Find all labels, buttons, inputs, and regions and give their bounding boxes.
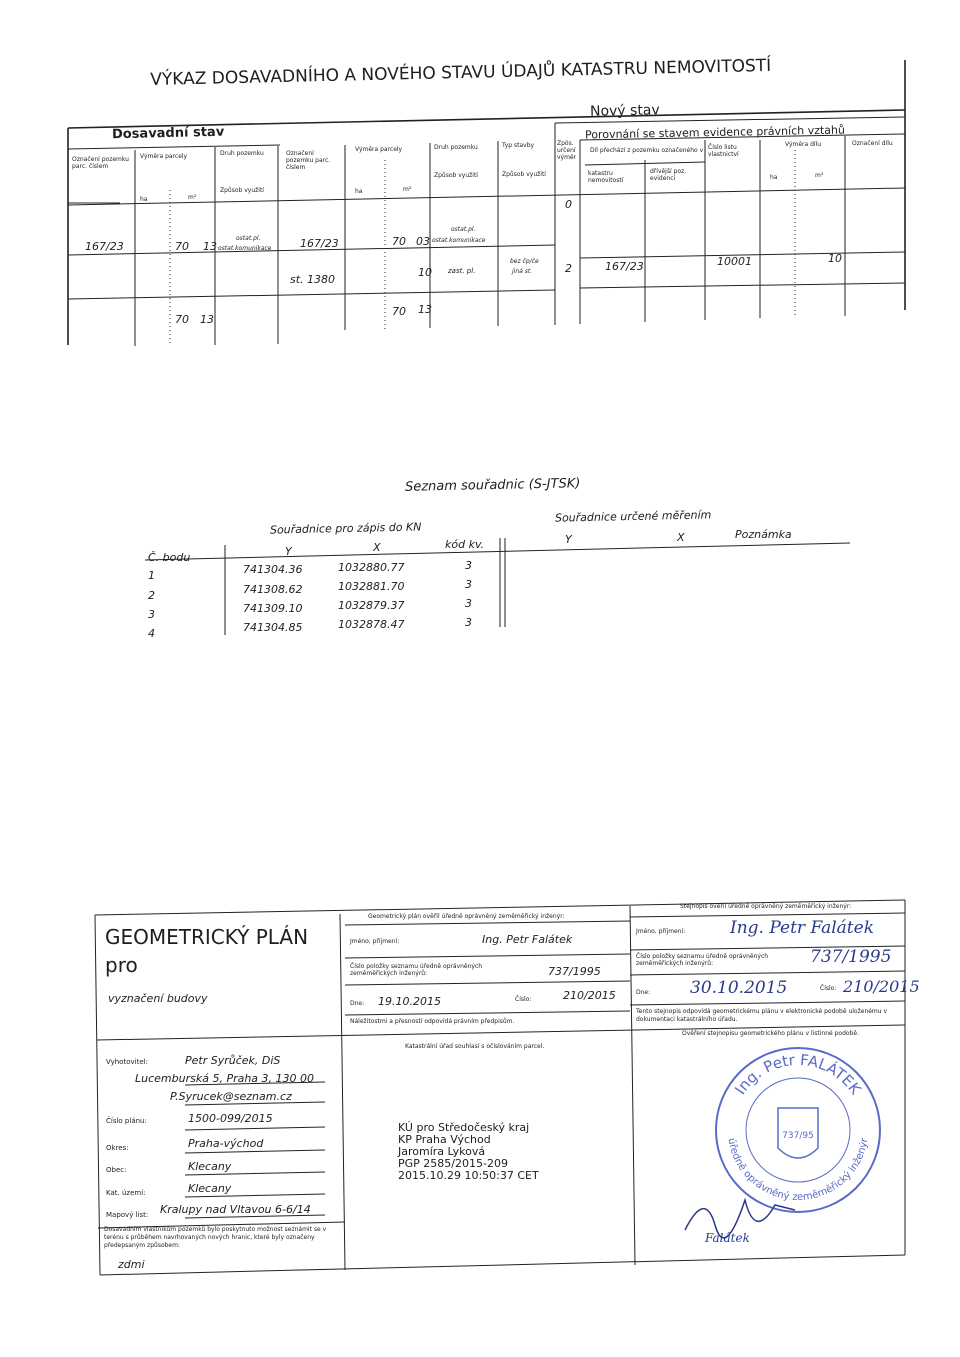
engineer-num: 210/2015 — [563, 989, 616, 1002]
point-code: 3 — [465, 578, 472, 591]
new-col-ha: ha — [355, 188, 363, 195]
new-total-ha: 70 — [392, 305, 406, 318]
point-number: 1 — [148, 569, 155, 582]
info-value: 1500-099/2015 — [188, 1112, 273, 1125]
cmp-sheet: 10001 — [717, 255, 752, 268]
copy-name: Ing. Petr Falátek — [730, 918, 874, 938]
new-ha-1: 70 — [392, 235, 406, 248]
info-label: Mapový list: — [106, 1211, 149, 1219]
col-code: kód kv. — [445, 538, 485, 551]
old-total-m2: 13 — [200, 313, 214, 326]
col-prev-records: dřívější poz. evidenci — [650, 168, 687, 182]
svg-text:Falátek: Falátek — [705, 1231, 750, 1245]
new-col-parcel: Označení pozemku parc. číslem — [286, 150, 331, 171]
engineer-header: Geometrický plán ověřil úředně oprávněný zeměměřický inženýr: — [368, 913, 565, 920]
col-part-from: Díl přechází z pozemku označeného v — [590, 147, 704, 154]
copy-header: Stejnopis ověřil úředně oprávněný zeměměřický inženýr: — [680, 903, 852, 910]
copy-reg-label: Číslo položky seznamu úředně oprávněných zeměměřických inženýrů: — [636, 953, 769, 967]
copy-num-label: Číslo: — [820, 985, 837, 992]
copy-num: 210/2015 — [843, 977, 920, 996]
col-part-m2: m² — [815, 172, 824, 179]
stamp-line: 2015.10.29 10:50:37 CET — [398, 1169, 539, 1182]
point-y: 741309.10 — [243, 602, 303, 615]
kn-group-heading: Souřadnice pro zápis do KN — [269, 520, 422, 537]
info-label: Obec: — [106, 1166, 127, 1174]
new-parcel-1: 167/23 — [300, 237, 339, 250]
old-col-use: Způsob využití — [220, 187, 264, 194]
new-type-2: zast. pl. — [448, 267, 476, 275]
engineer-reg: 737/1995 — [548, 965, 601, 978]
method-1: 0 — [565, 198, 572, 211]
new-building-use: jiná st. — [512, 268, 533, 275]
old-total-ha: 70 — [175, 313, 189, 326]
new-parcel-2: st. 1380 — [290, 273, 336, 286]
info-value: Petr Syrůček, DiS — [185, 1054, 281, 1067]
point-number: 3 — [148, 608, 155, 621]
engineer-name: Ing. Petr Falátek — [482, 933, 573, 946]
info-label: Okres: — [106, 1144, 129, 1152]
new-col-building: Typ stavby — [502, 142, 535, 149]
copy-date: 30.10.2015 — [690, 978, 788, 998]
copy-confirm: Ověření stejnopisu geometrického plánu v listinné podobě. — [682, 1030, 859, 1037]
stamp-line: Jaromíra Lyková — [398, 1145, 486, 1158]
point-x: 1032880.77 — [338, 561, 405, 574]
engineer-num-label: Číslo: — [515, 996, 532, 1003]
info-value: Klecany — [188, 1182, 232, 1195]
copy-text: Tento stejnopis odpovídá geometrickému plánu v elektronické podobě uloženému v dokumentaci katastrálního úřadu. — [636, 1008, 888, 1023]
col-y: Y — [285, 545, 292, 558]
old-m2: 13 — [203, 240, 217, 253]
new-total-m2: 13 — [418, 303, 432, 316]
boundary-note-value: zdmi — [118, 1258, 145, 1271]
old-col-parcel: Označení pozemku parc. číslem — [72, 156, 129, 170]
electronic-stamp — [398, 1122, 539, 1182]
col-y2: Y — [565, 533, 572, 546]
svg-text:737/95: 737/95 — [782, 1131, 814, 1141]
new-type-1: ostat.pl. — [451, 226, 476, 233]
info-value: Praha-východ — [188, 1137, 264, 1150]
measured-group-heading: Souřadnice určené měřením — [554, 508, 712, 525]
engineer-req: Náležitostmi a přesností odpovídá právním předpisům. — [350, 1018, 515, 1025]
info-label: Kat. území: — [106, 1189, 146, 1197]
plan-title: GEOMETRICKÝ PLÁN — [105, 925, 309, 949]
svg-text:Ing. Petr FALÁTEK: Ing. Petr FALÁTEK — [731, 1050, 865, 1098]
old-col-m2: m² — [188, 194, 197, 201]
engineer-date-label: Dne: — [350, 1000, 365, 1007]
new-col-method: Zpös. určení výměr — [557, 140, 577, 161]
old-parcel: 167/23 — [85, 240, 124, 253]
compare-heading: Porovnání se stavem evidence právních vztahů — [584, 123, 846, 142]
col-cadastre: katastru nemovitostí — [588, 170, 624, 184]
info-value: Klecany — [188, 1160, 232, 1173]
point-x: 1032881.70 — [338, 580, 405, 593]
plan-purpose: vyznačení budovy — [108, 992, 208, 1005]
col-sheet: Číslo listu vlastnictví — [708, 144, 739, 158]
point-number: 4 — [148, 627, 155, 640]
point-x: 1032878.47 — [338, 618, 405, 631]
new-col-use: Způsob využití — [434, 172, 478, 179]
old-type: ostat.pl. — [236, 235, 261, 242]
info-value: Kralupy nad Vltavou 6-6/14 — [160, 1203, 311, 1216]
new-col-area: Výměra parcely — [355, 146, 403, 153]
coords-title: Seznam souřadnic (S-JTSK) — [404, 476, 581, 495]
old-col-area: Výměra parcely — [140, 153, 188, 160]
copy-name-label: Jméno, příjmení: — [636, 928, 686, 935]
new-state-heading: Nový stav — [589, 102, 660, 120]
col-part-ha: ha — [770, 174, 778, 181]
col-note: Poznámka — [735, 528, 792, 541]
old-col-ha: ha — [140, 196, 148, 203]
svg-text:úředně oprávněný zeměměřický i: úředně oprávněný zeměměřický inženýr — [725, 1137, 871, 1204]
copy-reg: 737/1995 — [810, 947, 892, 967]
new-col-type: Druh pozemku — [434, 144, 478, 151]
report-title: VÝKAZ DOSAVADNÍHO A NOVÉHO STAVU ÚDAJŮ KATASTRU NEMOVITOSTÍ — [150, 55, 772, 90]
engineer-date: 19.10.2015 — [378, 995, 441, 1008]
new-col-building-use: Způsob využití — [502, 171, 546, 178]
old-state-heading: Dosavadní stav — [111, 124, 225, 143]
new-col-m2: m² — [403, 186, 412, 193]
stamp-line: KÚ pro Středočeský kraj — [398, 1121, 530, 1134]
new-use-1: ostat.komunikace — [432, 237, 486, 244]
col-x2: X — [677, 531, 685, 544]
info-label: Vyhotovitel: — [106, 1058, 148, 1066]
point-number: 2 — [148, 589, 155, 602]
plan-pro: pro — [105, 953, 138, 977]
engineer-name-label: Jméno, příjmení: — [350, 938, 400, 945]
old-col-type: Druh pozemku — [220, 150, 264, 157]
old-use: ostat.komunikace — [218, 245, 272, 252]
new-building: bez čp/če — [510, 258, 539, 265]
point-y: 741304.36 — [243, 563, 303, 576]
info-value: Lucemburská 5, Praha 3, 130 00 — [135, 1072, 315, 1085]
engineer-reg-label: Číslo položky seznamu úředně oprávněných zeměměřických inženýrů: — [350, 963, 483, 977]
new-m2-2: 10 — [418, 266, 432, 279]
col-x: X — [373, 541, 381, 554]
method-2: 2 — [565, 262, 572, 275]
point-code: 3 — [465, 616, 472, 629]
signature-scribble — [675, 1170, 805, 1250]
point-code: 3 — [465, 597, 472, 610]
cmp-area: 10 — [828, 252, 842, 265]
col-point: Č. bodu — [148, 551, 191, 564]
office-note: Katastrální úřad souhlasí s očíslováním parcel. — [405, 1043, 545, 1050]
info-value: P.Syrucek@seznam.cz — [170, 1090, 292, 1103]
point-y: 741308.62 — [243, 583, 303, 596]
boundary-note: Dosavadním vlastníkům pozemků bylo poskytnuto možnost seznámit se v terénu s průběhem navrhovaných nových hranic, které byly označeny předepsaným způsobem: — [104, 1226, 327, 1249]
copy-date-label: Dne: — [636, 989, 651, 996]
stamp-line: KP Praha Východ — [398, 1133, 491, 1146]
info-label: Číslo plánu: — [106, 1117, 147, 1125]
point-y: 741304.85 — [243, 621, 303, 634]
point-x: 1032879.37 — [338, 599, 405, 612]
old-ha: 70 — [175, 240, 189, 253]
point-code: 3 — [465, 559, 472, 572]
cmp-parcel: 167/23 — [605, 260, 644, 273]
new-m2-1: 03 — [416, 235, 430, 248]
col-part-area: Výměra dílu — [785, 141, 822, 148]
stamp-line: PGP 2585/2015-209 — [398, 1157, 508, 1170]
col-part-label: Označení dílu — [852, 140, 893, 147]
